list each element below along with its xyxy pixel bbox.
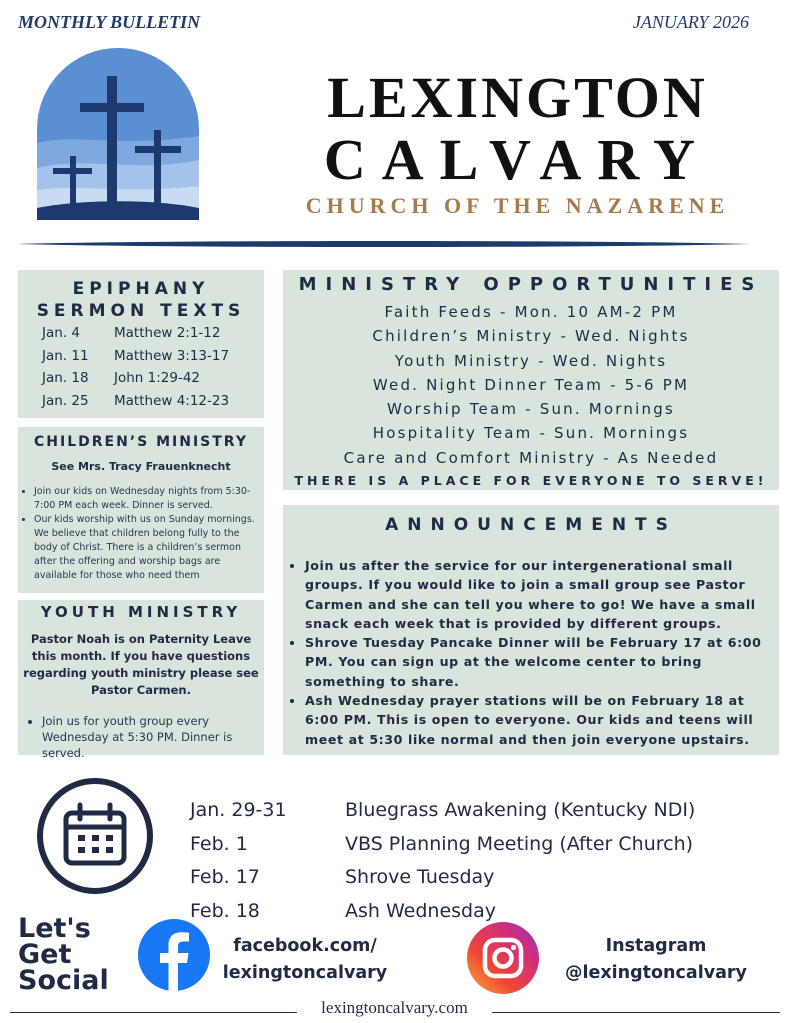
list-item: • Join us after the service for our intergenerational small groups. If you would like to join a small group see Pastor Carmen and she can tell you where to go! We have a small snack each week that is provided by different groups. xyxy=(305,556,773,633)
childrens-ministry-title: CHILDREN’S MINISTRY xyxy=(34,434,248,450)
epiphany-sermon-panel xyxy=(18,270,264,418)
list-item: Hospitality Team - Sun. Mornings xyxy=(372,424,690,443)
event-row: Feb. 17 Shrove Tuesday xyxy=(190,866,495,888)
list-item: • Ash Wednesday prayer stations will be on February 18 at 6:00 PM. This is open to everyone. Our kids and teens will meet at 5:30 like normal and then join everyone upstairs. xyxy=(305,691,773,749)
instagram-icon[interactable] xyxy=(467,922,539,994)
list-item: Care and Comfort Ministry - As Needed xyxy=(343,448,719,467)
sermon-row: Jan. 4 Matthew 2:1-12 xyxy=(42,325,221,341)
list-item: Wed. Night Dinner Team - 5-6 PM xyxy=(372,375,690,394)
youth-ministry-title: YOUTH MINISTRY xyxy=(40,603,242,621)
events-list xyxy=(190,794,695,928)
list-item: Faith Feeds - Mon. 10 AM-2 PM xyxy=(384,303,678,321)
sermon-row: Jan. 18 John 1:29-42 xyxy=(42,370,201,386)
bulletin-date: JANUARY 2026 xyxy=(632,12,749,32)
list-item: Worship Team - Sun. Mornings xyxy=(387,400,675,419)
three-crosses-icon xyxy=(37,48,199,220)
event-row: Feb. 1 VBS Planning Meeting (After Church) xyxy=(190,832,694,855)
footer-rule-right xyxy=(492,1012,780,1013)
list-item: • Shrove Tuesday Pancake Dinner will be February 17 at 6:00 PM. You can sign up at the welcome center to bring something to share. xyxy=(305,633,773,691)
epiphany-title: EPIPHANY SERMON TEXTS xyxy=(36,279,246,321)
ministry-opportunities-panel xyxy=(283,270,779,490)
list-item: • Join our kids on Wednesday nights from 5:30-7:00 PM each week. Dinner is served. xyxy=(34,485,256,513)
sermon-row: Jan. 11 Matthew 3:13-17 xyxy=(42,347,230,364)
childrens-ministry-contact: See Mrs. Tracy Frauenknecht xyxy=(51,460,231,473)
header-divider xyxy=(18,239,750,249)
calendar-icon xyxy=(36,777,154,895)
youth-ministry-notice: Pastor Noah is on Paternity Leave this month. If you have questions regarding youth ministry please see Pastor Carmen. xyxy=(23,632,259,697)
announcements-panel xyxy=(283,505,779,755)
sermon-list xyxy=(42,322,229,412)
ministry-list xyxy=(283,300,779,470)
list-item: Youth Ministry - Wed. Nights xyxy=(394,351,668,370)
church-name-line2: CALVARY xyxy=(323,127,712,192)
event-row: Jan. 29-31 Bluegrass Awakening (Kentucky NDI) xyxy=(190,799,696,821)
youth-ministry-panel xyxy=(18,600,264,760)
sermon-row: Jan. 25 Matthew 4:12-23 xyxy=(42,392,230,409)
footer-rule-left xyxy=(10,1012,297,1013)
event-row: Feb. 18 Ash Wednesday xyxy=(190,899,496,922)
childrens-ministry-panel xyxy=(18,427,264,593)
announcements-list xyxy=(305,556,773,749)
list-item: • Join us for youth group every Wednesday at 5:30 PM. Dinner is served. xyxy=(42,713,254,761)
announcements-title: ANNOUNCEMENTS xyxy=(385,515,677,535)
instagram-link[interactable]: Instagram @lexingtoncalvary xyxy=(565,936,747,983)
youth-ministry-list xyxy=(42,713,254,761)
ministry-opportunities-title: MINISTRY OPPORTUNITIES xyxy=(298,274,764,295)
list-item: Children’s Ministry - Wed. Nights xyxy=(372,327,690,346)
ministry-tagline: THERE IS A PLACE FOR EVERYONE TO SERVE! xyxy=(294,473,768,489)
church-name-line1: LEXINGTON xyxy=(327,65,708,130)
facebook-link[interactable]: facebook.com/ lexingtoncalvary xyxy=(222,936,388,983)
facebook-icon[interactable] xyxy=(138,919,210,991)
bulletin-label: MONTHLY BULLETIN xyxy=(18,12,201,32)
website-link[interactable]: lexingtoncalvary.com xyxy=(321,998,468,1017)
list-item: • Our kids worship with us on Sunday mornings. We believe that children belong fully to the body of Christ. There is a children’s sermon after the offering and worship bags are available for those who need them xyxy=(34,513,256,583)
lets-get-social: Let's Get Social xyxy=(18,913,109,996)
childrens-ministry-list xyxy=(34,485,256,583)
church-subtitle: CHURCH OF THE NAZARENE xyxy=(305,193,730,218)
